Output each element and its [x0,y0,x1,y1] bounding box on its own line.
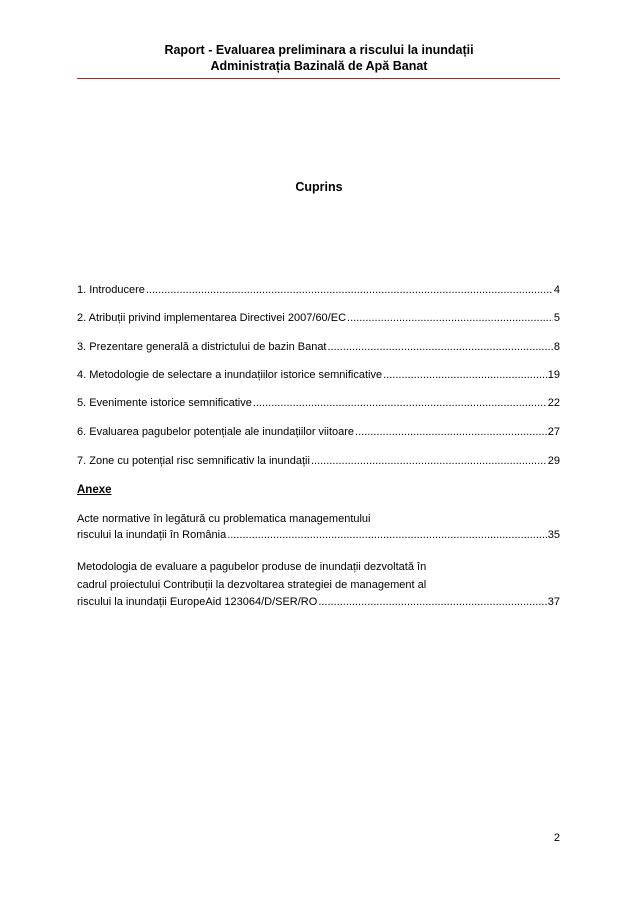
toc-entry-7[interactable] [77,454,560,468]
toc-leader [146,283,553,297]
toc-entry-text: 7. Zone cu potențial risc semnificativ la inundații [77,455,310,467]
toc-entry-text: riscului la inundații EuropeAid 123064/D/SER/RO [77,596,318,608]
annex-2-line2: cadrul proiectului Contribuții la dezvoltarea strategiei de management al [77,579,427,591]
page-number: 2 [553,832,560,844]
toc-entry-page: 5 [553,312,560,324]
toc-entry-text: riscului la inundații în România [77,529,227,541]
header-title-line2: Administrația Bazinală de Apă Banat [210,59,428,73]
toc-leader [318,595,546,609]
toc-entry-text: 2. Atribuții privind implementarea Directivei 2007/60/EC [77,312,347,324]
header-title-line1: Raport - Evaluarea preliminara a riscului la inundații [164,43,474,57]
toc-entry-text: 6. Evaluarea pagubelor potențiale ale inundațiilor viitoare [77,426,355,438]
toc-leader [383,368,547,382]
toc-entry-page: 27 [547,426,560,438]
annex-heading: Anexe [77,484,112,496]
toc-entry-3[interactable] [77,340,560,354]
annex-2-line1: Metodologia de evaluare a pagubelor produse de inundații dezvoltată în [77,561,427,573]
toc-leader [328,340,553,354]
toc-entry-2[interactable] [77,311,560,325]
toc-entry-text: 3. Prezentare generală a districtului de bazin Banat [77,341,327,353]
toc-entry-1[interactable] [77,283,560,297]
page-title: Cuprins [295,180,343,194]
toc-leader [227,528,547,542]
toc-entry-page: 29 [547,455,560,467]
annex-1-line1: Acte normative în legătură cu problematica managementului [77,513,371,525]
toc-entry-page: 22 [547,397,560,409]
toc-entry-4[interactable] [77,368,560,382]
toc-leader [253,396,547,410]
toc-leader [355,425,547,439]
page-header [0,42,638,74]
toc-leader [311,454,547,468]
toc-leader [347,311,553,325]
annex-entry-2[interactable] [77,595,560,609]
toc-entry-page: 4 [553,284,560,296]
toc-entry-5[interactable] [77,396,560,410]
toc-entry-6[interactable] [77,425,560,439]
toc-entry-text: 1. Introducere [77,284,145,296]
header-divider [77,78,560,79]
toc-entry-page: 35 [547,529,560,541]
toc-entry-page: 37 [547,596,560,608]
annex-entry-1[interactable] [77,528,560,542]
toc-entry-text: 5. Evenimente istorice semnificative [77,397,252,409]
toc-entry-page: 8 [553,341,560,353]
toc-entry-text: 4. Metodologie de selectare a inundațiilor istorice semnificative [77,369,383,381]
toc-entry-page: 19 [547,369,560,381]
